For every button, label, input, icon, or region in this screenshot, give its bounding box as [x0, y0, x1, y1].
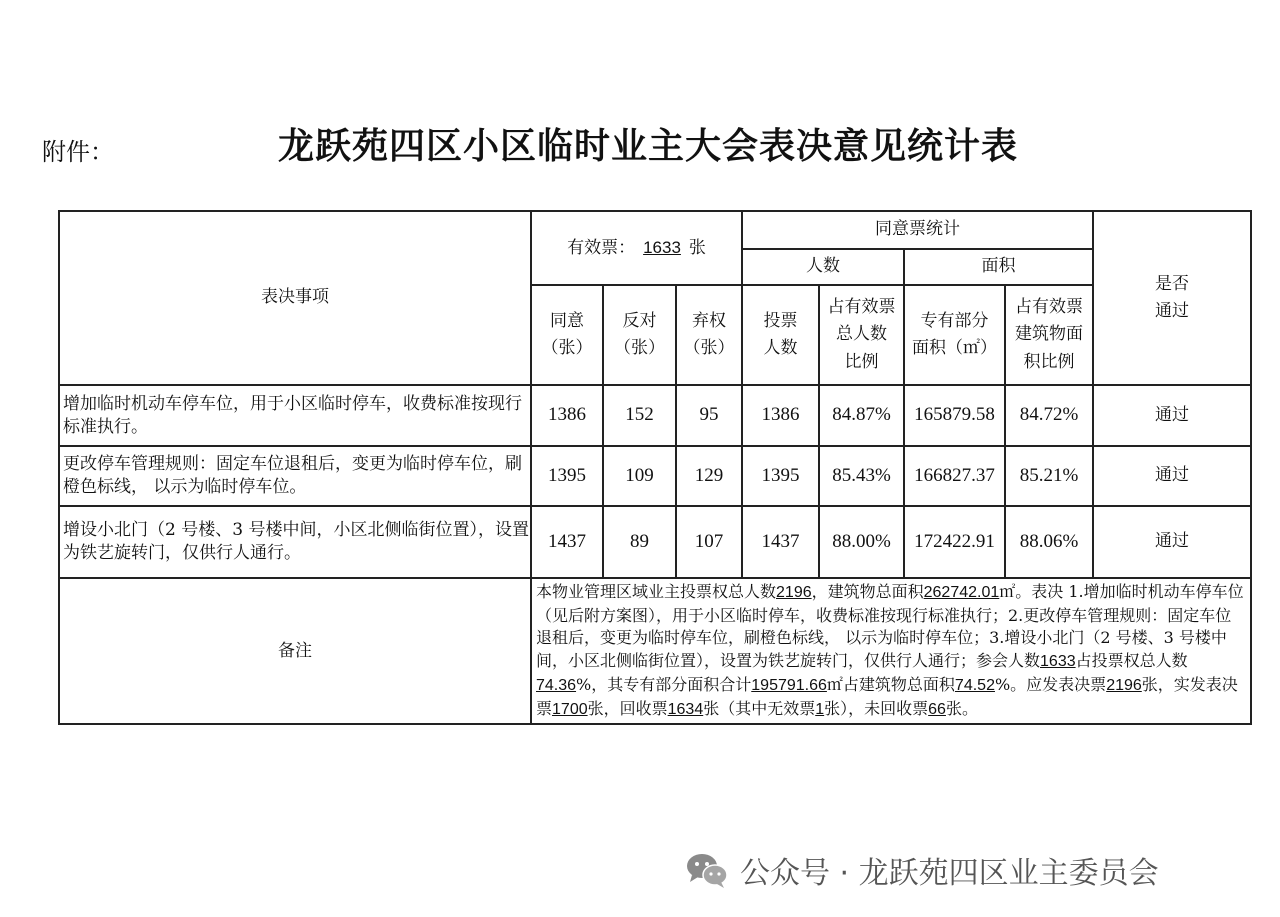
col-area-header: 专有部分 面积（㎡）: [904, 285, 1005, 385]
voters-cell: 1437: [742, 506, 819, 578]
wechat-icon: [684, 850, 730, 890]
passed-cell: 通过: [1093, 385, 1251, 446]
agree-cell: 1395: [531, 446, 603, 506]
voters-cell: 1395: [742, 446, 819, 506]
people-ratio-cell: 84.87%: [819, 385, 904, 446]
passed-header: [1093, 211, 1251, 385]
item-cell: 增加临时机动车停车位，用于小区临时停车，收费标准按现行标准执行。: [59, 385, 531, 446]
oppose-cell: 152: [603, 385, 676, 446]
agree-stats-header: 同意票统计: [742, 211, 1093, 249]
col-area-ratio-header: 占有效票 建筑物面 积比例: [1005, 285, 1093, 385]
area-ratio-cell: 88.06%: [1005, 506, 1093, 578]
agree-cell: 1437: [531, 506, 603, 578]
document-title: 龙跃苑四区小区临时业主大会表决意见统计表: [278, 125, 1019, 167]
col-people-ratio-header: 占有效票 总人数 比例: [819, 285, 904, 385]
people-ratio-cell: 88.00%: [819, 506, 904, 578]
oppose-cell: 109: [603, 446, 676, 506]
people-ratio-cell: 85.43%: [819, 446, 904, 506]
abstain-cell: 107: [676, 506, 742, 578]
area-cell: 166827.37: [904, 446, 1005, 506]
agree-cell: 1386: [531, 385, 603, 446]
oppose-cell: 89: [603, 506, 676, 578]
area-ratio-cell: 84.72%: [1005, 385, 1093, 446]
passed-cell: 通过: [1093, 506, 1251, 578]
item-header: 表决事项: [59, 211, 531, 385]
remark-row: [59, 578, 1251, 724]
area-cell: 172422.91: [904, 506, 1005, 578]
valid-votes-cell: [531, 211, 742, 285]
col-oppose-header: 反对 （张）: [603, 285, 676, 385]
area-cell: 165879.58: [904, 385, 1005, 446]
remark-label: 备注: [59, 578, 531, 724]
watermark-text: 公众号 · 龙跃苑四区业主委员会: [740, 856, 1159, 891]
remark-text: 本物业管理区域业主投票权总人数2196，建筑物总面积262742.01㎡。表决 1.增加临时机动车停车位（见后附方案图），用于小区临时停车，收费标准按现行标准执行；2.更改停车管理规则：固定车位退租后，变更为临时停车位，刷橙色标线， 以示为临时停车位；3.增设小北门（2 号楼、3 号楼中间，小区北侧临街位置），设置为铁艺旋转门，仅供行人通行；参会人数1633占投票权总人数74.36%，其专有部分面积合计195791.66㎡占建筑物总面积74.52%。应发表决票2196张，实发表决票1700张，回收票1634张（其中无效票1张），未回收票66张。: [531, 578, 1251, 724]
col-abstain-header: 弃权 （张）: [676, 285, 742, 385]
passed-header-line1: 是否: [1155, 273, 1190, 294]
valid-votes-value: 1633: [643, 237, 681, 257]
abstain-cell: 95: [676, 385, 742, 446]
voters-cell: 1386: [742, 385, 819, 446]
watermark: [684, 848, 1159, 892]
attachment-label: 附件：: [42, 138, 114, 166]
passed-header-line2: 通过: [1155, 301, 1190, 321]
item-cell: 增设小北门（2 号楼、3 号楼中间，小区北侧临街位置），设置为铁艺旋转门，仅供行人通行。: [59, 506, 531, 578]
area-header: 面积: [904, 249, 1093, 285]
table-row: [59, 385, 1251, 446]
table-row: [59, 506, 1251, 578]
item-cell: 更改停车管理规则：固定车位退租后，变更为临时停车位，刷橙色标线， 以示为临时停车位。: [59, 446, 531, 506]
abstain-cell: 129: [676, 446, 742, 506]
people-header: 人数: [742, 249, 904, 285]
col-agree-header: 同意 （张）: [531, 285, 603, 385]
valid-votes-prefix: 有效票：: [567, 237, 636, 258]
vote-statistics-table: [58, 210, 1252, 725]
area-ratio-cell: 85.21%: [1005, 446, 1093, 506]
table-row: [59, 446, 1251, 506]
col-voters-header: 投票 人数: [742, 285, 819, 385]
valid-votes-suffix: 张: [688, 237, 706, 258]
passed-cell: 通过: [1093, 446, 1251, 506]
